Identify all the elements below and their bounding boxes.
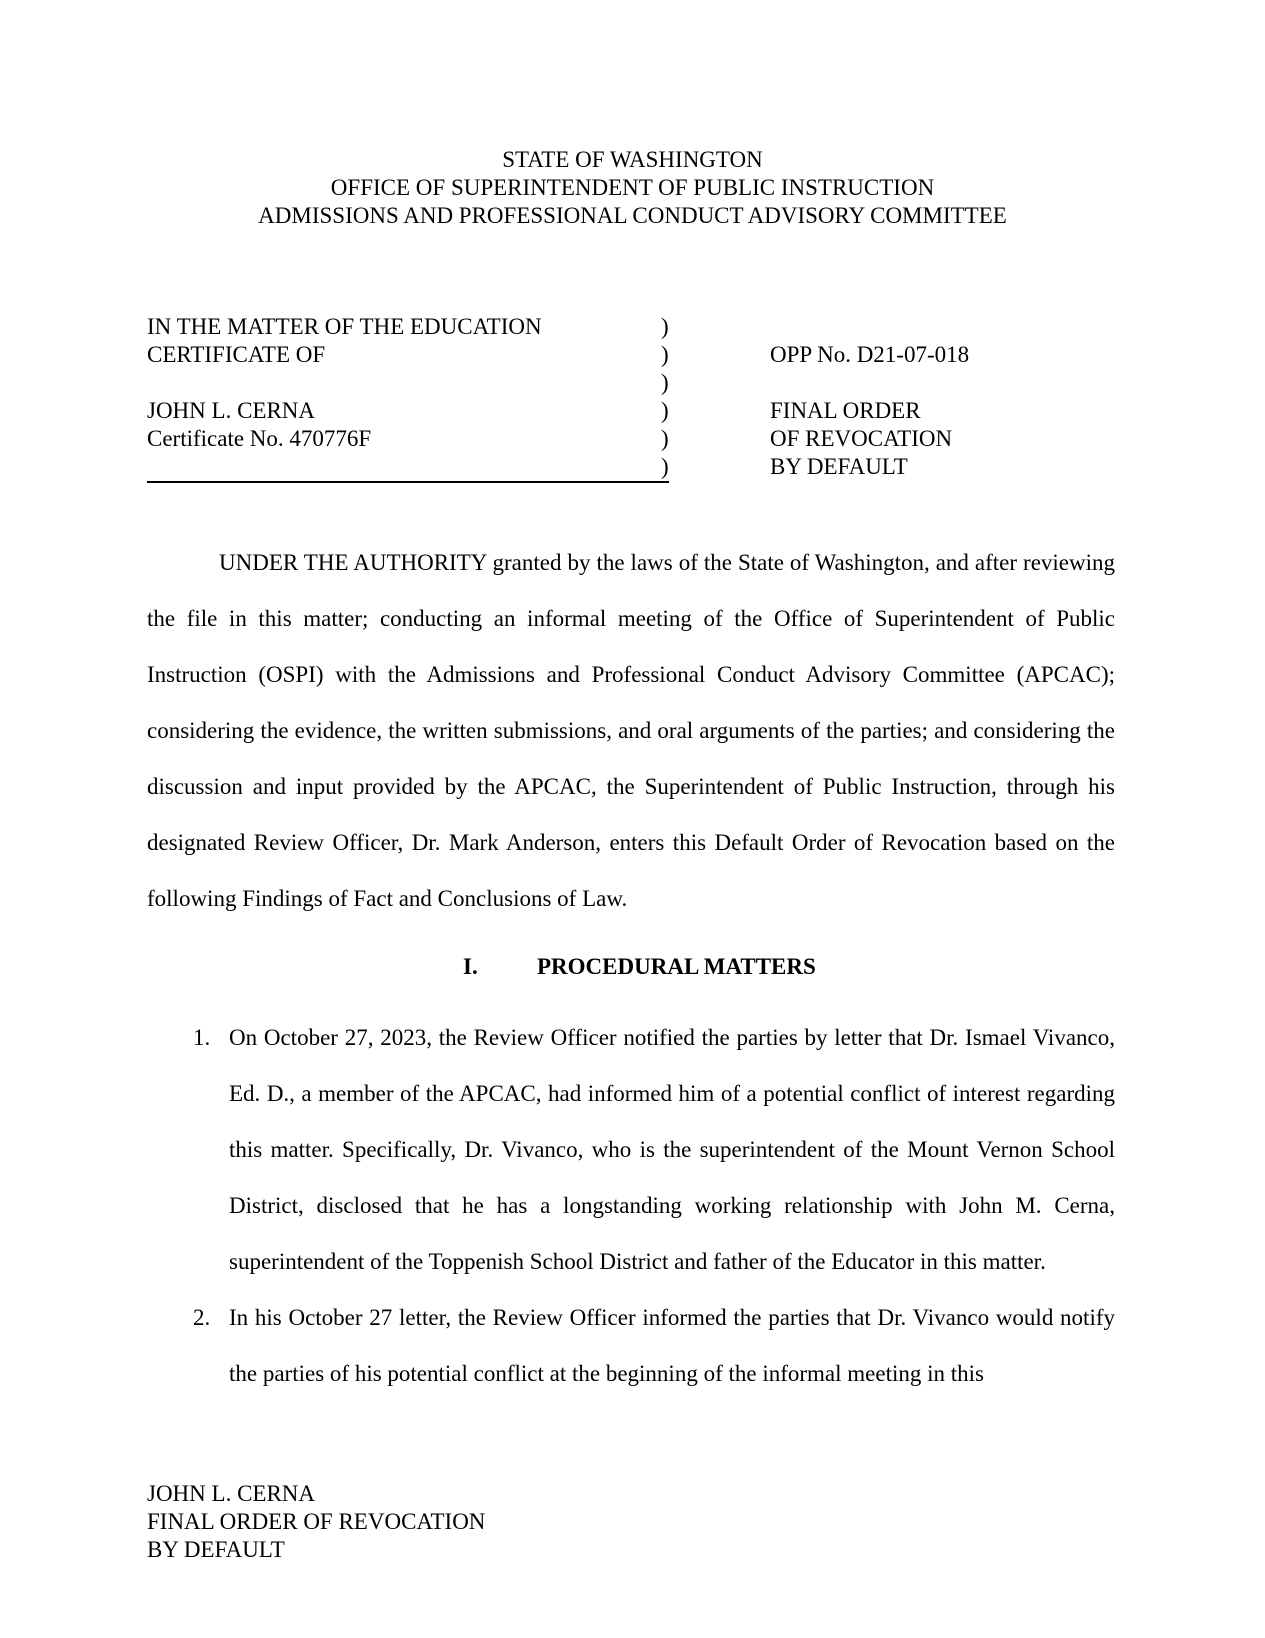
order-title-line3: BY DEFAULT <box>770 454 908 479</box>
caption-matter-line2: CERTIFICATE OF <box>147 342 326 367</box>
order-title-line1: FINAL ORDER <box>770 398 921 423</box>
case-number: OPP No. D21-07-018 <box>770 342 970 367</box>
paren-2: ) <box>661 342 669 367</box>
intro-paragraph: UNDER THE AUTHORITY granted by the laws of the State of Washington, and after reviewing the file in this matter; conducting an informal meeting of the Office of Superintendent of Public Instruction (OSPI) with the Admissions and Professional Conduct Advisory Committee (APCAC); considering the evidence, the written submissions, and oral arguments of the parties; and considering the discussion and input provided by the APCAC, the Superintendent of Public Instruction, through his designated Review Officer, Dr. Mark Anderson, enters this Default Order of Revocation based on the following Findings of Fact and Conclusions of Law. <box>147 550 1115 911</box>
list-item <box>147 1290 1115 1402</box>
case-caption-title <box>770 341 969 481</box>
footer-name: JOHN L. CERNA <box>147 1481 316 1506</box>
caption-parentheses <box>661 313 669 481</box>
list-item <box>147 1010 1115 1290</box>
list-item-number: 2. <box>193 1305 211 1330</box>
list-item-text: In his October 27 letter, the Review Officer informed the parties that Dr. Vivanco would notify the parties of his potential conflict at the beginning of the informal meeting in this <box>229 1305 1115 1386</box>
section-title: PROCEDURAL MATTERS <box>537 954 816 979</box>
respondent-name: JOHN L. CERNA <box>147 398 316 423</box>
paren-3: ) <box>661 370 669 395</box>
caption-right-spacer <box>770 369 969 397</box>
footer-title-line2: BY DEFAULT <box>147 1537 285 1562</box>
document-header <box>0 146 1265 230</box>
paren-4: ) <box>661 398 669 423</box>
list-item-text: On October 27, 2023, the Review Officer notified the parties by letter that Dr. Ismael Vivanco, Ed. D., a member of the APCAC, had informed him of a potential conflict of interest regarding this matter. Specifically, Dr. Vivanco, who is the superintendent of the Mount Vernon School District, disclosed that he has a longstanding working relationship with John M. Cerna, superintendent of the Toppenish School District and father of the Educator in this matter. <box>229 1025 1115 1274</box>
paren-1: ) <box>661 314 669 339</box>
header-office: OFFICE OF SUPERINTENDENT OF PUBLIC INSTRUCTION <box>330 175 935 200</box>
footer-title-line1: FINAL ORDER OF REVOCATION <box>147 1509 486 1534</box>
header-committee: ADMISSIONS AND PROFESSIONAL CONDUCT ADVISORY COMMITTEE <box>258 203 1007 228</box>
section-number: I. <box>463 954 478 979</box>
certificate-number: Certificate No. 470776F <box>147 426 372 451</box>
case-caption-parties <box>147 313 667 453</box>
order-title-line2: OF REVOCATION <box>770 426 953 451</box>
header-state: STATE OF WASHINGTON <box>502 147 763 172</box>
procedural-matters-list <box>147 1010 1115 1402</box>
page-footer <box>147 1480 485 1564</box>
paren-6: ) <box>661 454 669 479</box>
list-item-number: 1. <box>193 1025 211 1050</box>
caption-spacer <box>147 369 667 397</box>
paren-5: ) <box>661 426 669 451</box>
caption-divider <box>147 481 669 483</box>
caption-matter-line1: IN THE MATTER OF THE EDUCATION <box>147 314 542 339</box>
